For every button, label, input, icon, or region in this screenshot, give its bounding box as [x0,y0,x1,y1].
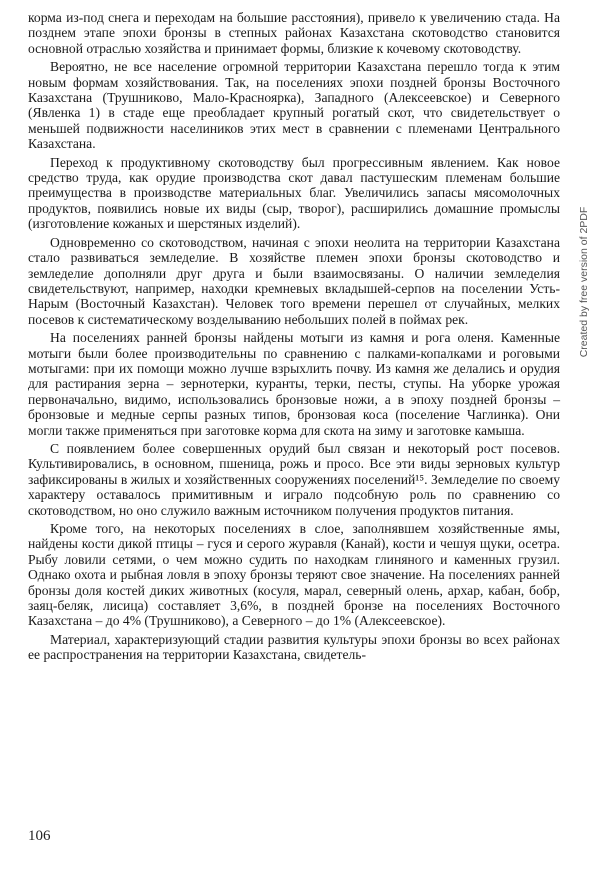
creator-watermark: Created by free version of 2PDF [578,206,590,358]
paragraph-1: корма из-под снега и переходам на большие расстояния), привело к увеличению стада. На позднем этапе эпохи бронзы в степных районах Казахстана скотоводство становится основной отраслью хозяйства и принимает формы, близкие к кочевому скотоводству. [28,10,560,56]
paragraph-2: Вероятно, не все население огромной территории Казахстана перешло тогда к этим новым формам хозяйствования. Так, на поселениях эпохи поздней бронзы Восточного Казахстана (Трушниково, Мало-Красноярка), Западного (Алексеевское) и Северного (Явленка 1) в стаде еще преобладает крупный рогатый скот, что свидетельствует о меньшей подвижности населиников этих мест в сравнении с племенами Центрального Казахстана. [28,59,560,152]
paragraph-4: Одновременно со скотоводством, начиная с эпохи неолита на территории Казахстана стало развиваться земледелие. В хозяйстве племен эпохи бронзы скотоводство и земледелие дополняли друг друга и были взаимосвязаны. О наличии земледелия свидетельствуют, например, находки кремневых вкладышей-серпов на поселении Усть-Нарым (Восточный Казахстан). Человек того времени перешел от случайных, мелких посевов к систематическому возделыванию небольших полей в поймах рек. [28,234,560,327]
paragraph-7: Кроме того, на некоторых поселениях в слое, заполнявшем хозяйственные ямы, найдены кости дикой птицы – гуся и серого журавля (Канай), кости и чешуя щуки, осетра. Рыбу ловили сетями, о чем можно судить по находкам глиняного и каменных грузил. Однако охота и рыбная ловля в эпоху бронзы теряют свое значение. На поселениях ранней бронзы доля костей диких животных (косуля, марал, северный олень, архар, кабан, бобр, заяц-беляк, лисица) составляет 3,6%, в поздней бронзе на поселениях Восточного Казахстана – до 4% (Трушниково), а Северного – до 1% (Алексеевское). [28,521,560,629]
page-body-text [28,10,560,666]
page-number: 106 [28,828,51,844]
paragraph-8: Материал, характеризующий стадии развития культуры эпохи бронзы во всех районах ее распространения на территории Казахстана, свидетель- [28,631,560,663]
paragraph-5: На поселениях ранней бронзы найдены мотыги из камня и рога оленя. Каменные мотыги были более производительны по сравнению с палками-копалками и роговыми мотыгами: при их помощи можно лучше взрыхлить почву. Из камня же делались и орудия для растирания зерна – зернотерки, куранты, терки, песты, ступы. На уборке урожая первоначально, видимо, использовались бронзовые ножи, а в эпоху поздней бронзы – бронзовые и медные серпы разных типов, бронзовая коса (поселение Чаглинка). Они могли также применяться при заготовке корма для скота на зиму и заготовке камыша. [28,330,560,438]
paragraph-3: Переход к продуктивному скотоводству был прогрессивным явлением. Как новое средство труда, как орудие производства скот давал пастушеским племенам большие преимущества в производстве материальных благ. Увеличились запасы мясомолочных продуктов, появились новые их виды (сыр, творог), расширились домашние промыслы (изготовление кожаных и шерстяных изделий). [28,154,560,232]
paragraph-6: С появлением более совершенных орудий был связан и некоторый рост посевов. Культивировались, в основном, пшеница, рожь и просо. Все эти виды зерновых культур зафиксированы в жилых и хозяйственных сооружениях поселений¹⁵. Земледелие по своему характеру оставалось примитивным и играло подсобную роль по сравнению со скотоводством, но оно служило важным источником получения продуктов питания. [28,440,560,518]
